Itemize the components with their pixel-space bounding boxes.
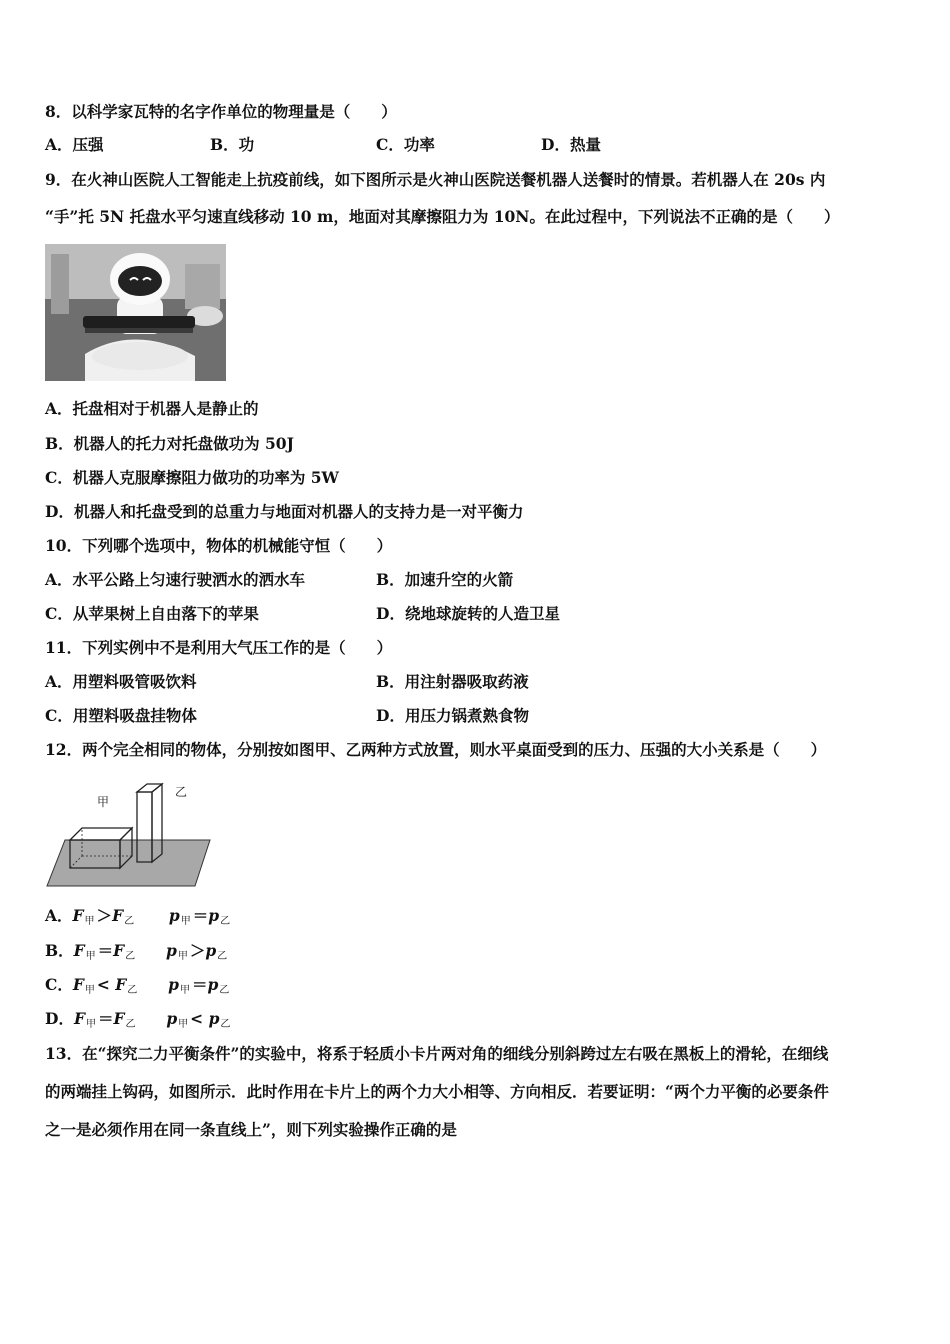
q9-option-a: A．托盘相对于机器人是静止的: [45, 399, 259, 418]
q12-option-c: C．$F_甲 < F_乙$ $p_甲 =p_乙$: [45, 975, 230, 996]
label-yi: 乙: [175, 785, 188, 799]
delivery-robot-photo: [45, 244, 226, 381]
q9-stem-line-1: 9．在火神山医院人工智能走上抗疫前线，如下图所示是火神山医院送餐机器人送餐时的情景。若机器人在 20s 内: [45, 170, 826, 189]
delivery-robot-illustration: [45, 244, 226, 381]
q8-option-d: D．热量: [541, 135, 601, 154]
q11-option-a: A．用塑料吸管吸饮料: [45, 672, 197, 691]
q8-option-a: A．压强: [45, 135, 104, 154]
q12-figure: [45, 780, 215, 890]
q12-stem: 12．两个完全相同的物体，分别按如图甲、乙两种方式放置，则水平桌面受到的压力、压强的大小关系是（ ）: [45, 740, 827, 759]
q13-line-1: 13．在“探究二力平衡条件”的实验中，将系于轻质小卡片两对角的细线分别斜跨过左右吸在黑板上的滑轮，在细线: [45, 1044, 829, 1063]
q12-option-d: D．$F_甲 =F_乙$ $p_甲 < p_乙$: [45, 1009, 231, 1030]
label-jia: 甲: [97, 795, 110, 809]
q11-option-d: D．用压力锅煮熟食物: [376, 706, 529, 725]
q9-option-c: C．机器人克服摩擦阻力做功的功率为 5W: [45, 468, 339, 487]
q8-option-b: B．功: [210, 135, 255, 154]
q9-option-d: D．机器人和托盘受到的总重力与地面对机器人的支持力是一对平衡力: [45, 502, 524, 521]
q13-line-3: 之一是必须作用在同一条直线上”，则下列实验操作正确的是: [45, 1120, 457, 1139]
q10-option-a: A．水平公路上匀速行驶洒水的洒水车: [45, 570, 306, 589]
q9-stem-line-2: “手”托 5N 托盘水平匀速直线移动 10 m，地面对其摩擦阻力为 10N。在此过程中，下列说法不正确的是（ ）: [45, 207, 840, 226]
q10-option-d: D．绕地球旋转的人造卫星: [376, 604, 560, 623]
q10-option-b: B．加速升空的火箭: [376, 570, 514, 589]
q10-option-c: C．从苹果树上自由落下的苹果: [45, 604, 259, 623]
blocks-on-table-diagram: [45, 780, 215, 890]
q13-line-2: 的两端挂上钩码，如图所示．此时作用在卡片上的两个力大小相等、方向相反．若要证明：“两个力平衡的必要条件: [45, 1082, 829, 1101]
q12-option-a: A．$F_甲 >F_乙$ $p_甲 =p_乙$: [45, 906, 231, 927]
q9-option-b: B．机器人的托力对托盘做功为 50J: [45, 434, 294, 453]
q10-stem: 10．下列哪个选项中，物体的机械能守恒（ ）: [45, 536, 393, 555]
q11-option-b: B．用注射器吸取药液: [376, 672, 529, 691]
q11-stem: 11．下列实例中不是利用大气压工作的是（ ）: [45, 638, 393, 657]
q11-option-c: C．用塑料吸盘挂物体: [45, 706, 197, 725]
q8-option-c: C．功率: [376, 135, 435, 154]
q12-option-b: B．$F_甲 =F_乙$ $p_甲 >p_乙$: [45, 941, 228, 962]
q8-stem: 8．以科学家瓦特的名字作单位的物理量是（ ）: [45, 102, 397, 121]
